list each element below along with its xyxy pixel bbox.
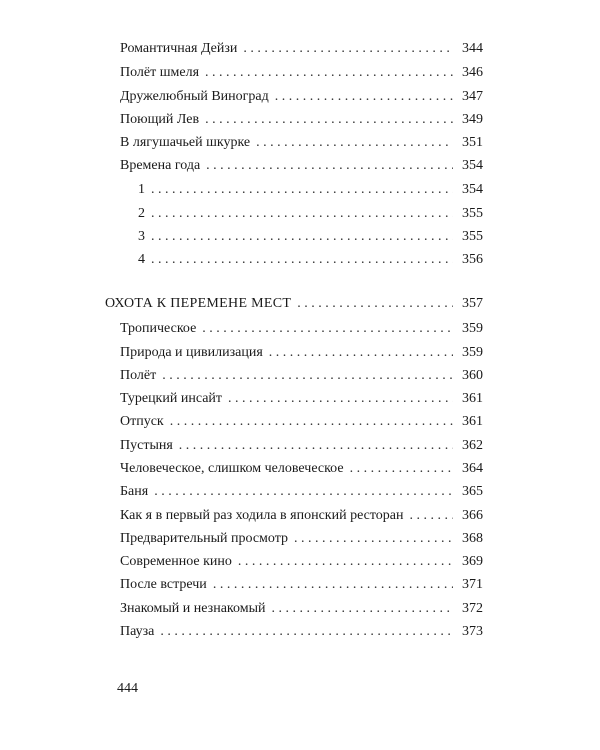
toc-leader [151,181,453,199]
toc-entry-title: Полёт шмеля [120,65,200,80]
toc-entry-page: 355 [462,229,483,244]
toc-entry-page: 354 [462,158,483,173]
toc-entry[interactable] [138,181,483,199]
toc-entry[interactable] [120,64,483,82]
toc-entry-page: 360 [462,368,483,383]
toc-leader [269,344,453,362]
toc-entry[interactable] [120,460,483,478]
toc-entry[interactable] [120,88,483,106]
toc-entry[interactable] [138,205,483,223]
toc-entry[interactable] [120,367,483,385]
toc-entry-page: 365 [462,484,483,499]
toc-leader [228,390,453,408]
toc-entry-page: 346 [462,65,483,80]
toc-entry-title: Как я в первый раз ходила в японский ресторан [120,508,404,523]
toc-entry-title: 3 [138,229,145,244]
toc-entry[interactable] [120,507,483,525]
toc-section-heading[interactable] [105,295,483,313]
toc-entry[interactable] [138,251,483,269]
toc-entry-title: Природа и цивилизация [120,345,263,360]
toc-leader [162,367,453,385]
toc-entry[interactable] [120,437,483,455]
toc-entry-page: 364 [462,461,483,476]
toc-entry-title: Человеческое, слишком человеческое [120,461,344,476]
toc-entry-title: Поющий Лев [120,112,200,127]
toc-leader [297,295,453,313]
toc-leader [275,88,453,106]
toc-entry-page: 344 [462,41,483,56]
toc-entry[interactable] [138,228,483,246]
toc-entry-title: Предварительный просмотр [120,531,289,546]
toc-entry-page: 359 [462,321,483,336]
toc-entry-title: Дружелюбный Виноград [120,89,269,104]
page-number: 444 [117,681,138,696]
toc-leader [410,507,453,525]
toc-entry-title: Баня [120,484,149,499]
toc-entry-page: 355 [462,206,483,221]
toc-leader [154,483,453,501]
toc-entry-page: 371 [462,577,483,592]
toc-entry-title: Полёт [120,368,157,383]
toc-entry-page: 349 [462,112,483,127]
toc-entry-title: После встречи [120,577,207,592]
toc-entry-title: Отпуск [120,414,164,429]
toc-leader [350,460,453,478]
toc-leader [243,40,453,58]
toc-entry[interactable] [120,576,483,594]
toc-entry[interactable] [120,413,483,431]
toc-entry[interactable] [120,111,483,129]
toc-entry-page: 347 [462,89,483,104]
toc-leader [213,576,453,594]
toc-entry-title: 2 [138,206,145,221]
toc-leader [205,111,453,129]
toc-section-title: ОХОТА К ПЕРЕМЕНЕ МЕСТ [105,296,292,311]
toc-entry-title: Знакомый и незнакомый [120,601,266,616]
toc-entry-page: 372 [462,601,483,616]
toc-entry-page: 366 [462,508,483,523]
toc-entry-title: 1 [138,182,145,197]
toc-leader [256,134,453,152]
toc-entry-page: 373 [462,624,483,639]
toc-leader [238,553,453,571]
toc-leader [151,205,453,223]
toc-entry-title: Пустыня [120,438,173,453]
toc-leader [179,437,453,455]
toc-entry-page: 362 [462,438,483,453]
toc-leader [151,251,453,269]
toc-entry-title: 4 [138,252,145,267]
toc-leader [294,530,453,548]
toc-entry-page: 361 [462,391,483,406]
toc-entry[interactable] [120,553,483,571]
toc-leader [202,320,453,338]
toc-entry[interactable] [120,600,483,618]
toc-entry-page: 359 [462,345,483,360]
toc-entry-page: 368 [462,531,483,546]
toc-leader [160,623,453,641]
toc-entry-title: Современное кино [120,554,232,569]
toc-entry-page: 369 [462,554,483,569]
toc-leader [272,600,454,618]
toc-entry[interactable] [120,320,483,338]
toc-entry-page: 356 [462,252,483,267]
toc-entry-title: Времена года [120,158,201,173]
toc-entry[interactable] [120,623,483,641]
toc-leader [170,413,453,431]
toc-leader [151,228,453,246]
toc-entry-title: Турецкий инсайт [120,391,223,406]
toc-entry[interactable] [120,390,483,408]
toc-leader [205,64,453,82]
toc-entry[interactable] [120,40,483,58]
toc-entry-title: В лягушачьей шкурке [120,135,251,150]
toc-entry[interactable] [120,344,483,362]
toc-section-page: 357 [462,296,483,311]
toc-entry[interactable] [120,157,483,175]
toc-entry-title: Тропическое [120,321,197,336]
toc-entry[interactable] [120,483,483,501]
toc-leader [206,157,453,175]
toc-entry-page: 351 [462,135,483,150]
toc-entry-title: Пауза [120,624,155,639]
toc-entry[interactable] [120,134,483,152]
toc-entry-title: Романтичная Дейзи [120,41,238,56]
toc-entry-page: 354 [462,182,483,197]
toc-entry[interactable] [120,530,483,548]
toc-entry-page: 361 [462,414,483,429]
